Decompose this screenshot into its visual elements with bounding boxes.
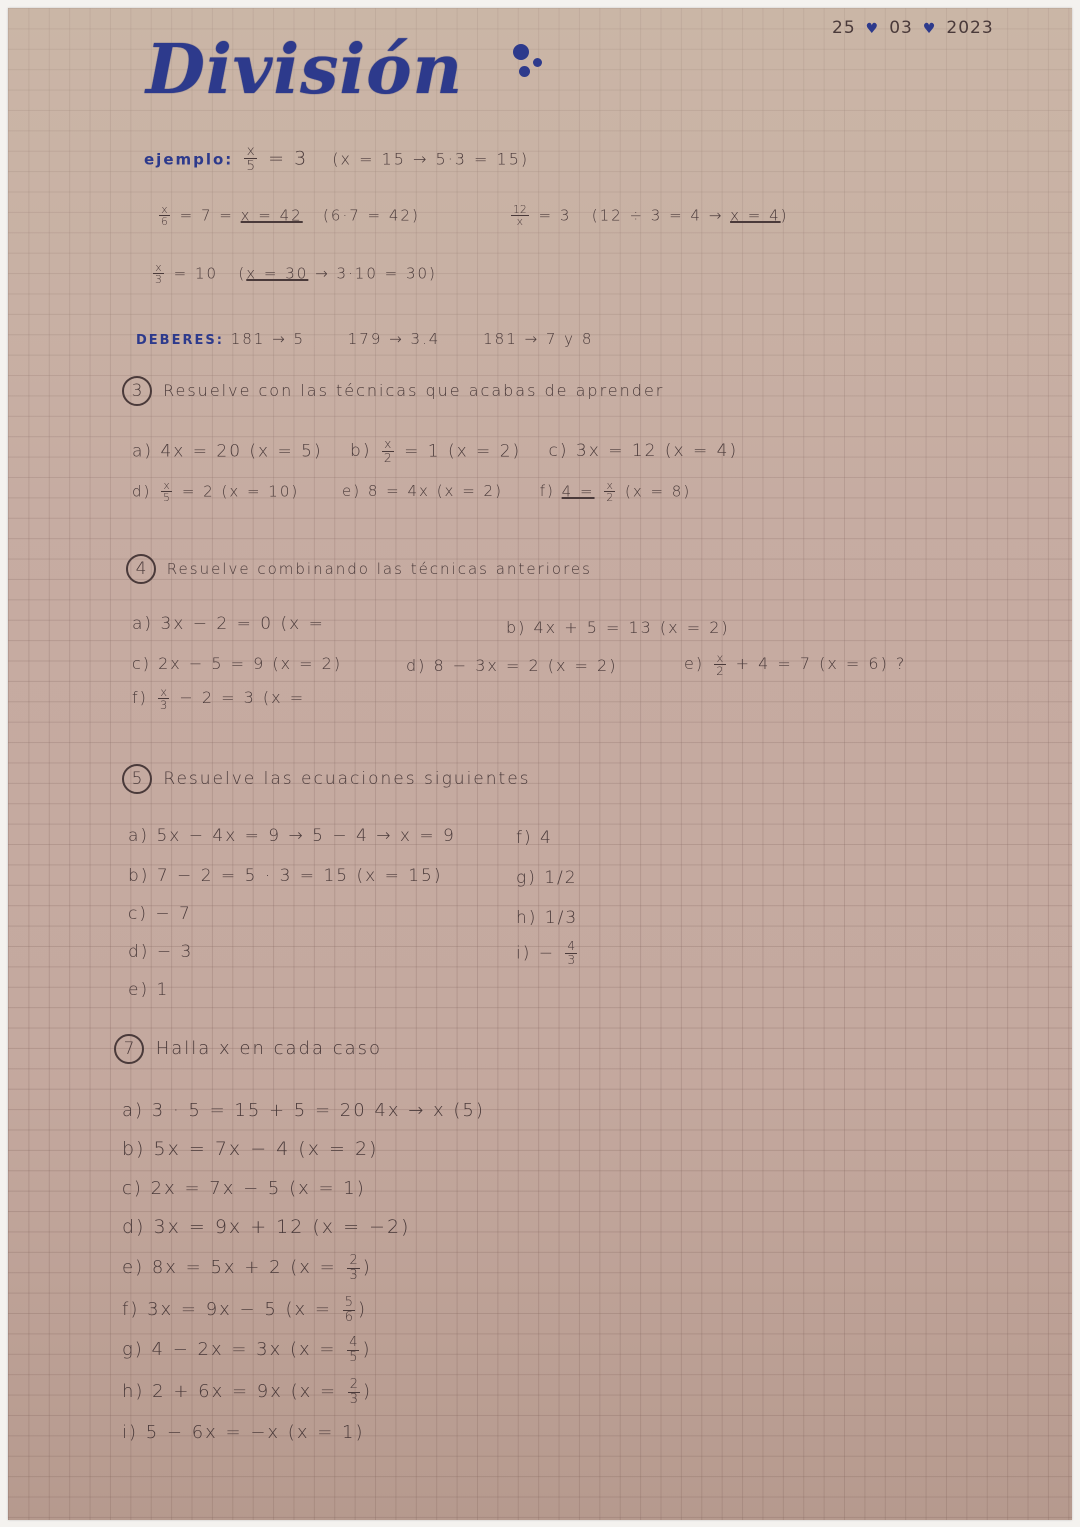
exercise-5-item-g: g) 1/2 [516,868,578,888]
fraction: $\frac{x}{5}$ [246,143,256,175]
exercise-4-item-c: c) 2x − 5 = 9 (x = 2) [132,654,343,673]
exercise-7-item-c: c) 2x = 7x − 5 (x = 1) [122,1178,366,1199]
exercise-4-item-b: b) 4x + 5 = 13 (x = 2) [506,618,730,637]
date-day: 25 [832,18,856,38]
example-2: $\frac{x}{6}$ = 7 = x = 42 (6·7 = 42) [161,203,420,229]
fraction: $\frac{x}{6}$ [161,203,168,229]
fraction: $\frac{12}{x}$ [513,203,527,229]
page-title: División [146,30,464,110]
exercise-7-item-h: h) 2 + 6x = 9x (x = $\frac{2}{3}$ ) [122,1377,373,1407]
exercise-5-item-a: a) 5x − 4x = 9 → 5 − 4 → x = 9 [128,826,456,846]
exercise-5-heading: 5 Resuelve las ecuaciones siguientes [122,764,531,794]
exercise-7-item-i: i) 5 − 6x = −x (x = 1) [122,1422,365,1443]
example-4: $\frac{x}{3}$ = 10 (x = 30 → 3·10 = 30) [155,261,437,287]
exercise-5-item-e: e) 1 [128,980,170,1000]
exercise-7-item-f: f) 3x = 9x − 5 (x = $\frac{5}{6}$ ) [122,1295,367,1325]
notebook-page [8,8,1072,1520]
exercise-number-badge: 5 [122,764,152,794]
exercise-number-badge: 4 [126,554,156,584]
exercise-7-item-b: b) 5x = 7x − 4 (x = 2) [122,1138,379,1160]
exercise-7-item-a: a) 3 · 5 = 15 + 5 = 20 4x → x (5) [122,1100,485,1121]
exercise-7-item-g: g) 4 − 2x = 3x (x = $\frac{4}{5}$ ) [122,1335,372,1365]
date-month: 03 [889,18,913,38]
exercise-5-item-b: b) 7 − 2 = 5 · 3 = 15 (x = 15) [128,866,443,886]
page-date [832,18,994,38]
exercise-4-item-f: f) $\frac{x}{3}$ − 2 = 3 (x = [132,685,306,713]
homework-line: DEBERES: 181 → 5 179 → 3.4 181 → 7 y 8 [136,330,594,348]
exercise-4-heading: 4 Resuelve combinando las técnicas anteriores [126,554,592,584]
exercise-3-row-1: a) 4x = 20 (x = 5) b) $\frac{x}{2}$ = 1 (x = 2) c) 3x = 12 (x = 4) [132,437,739,465]
heart-icon: ♥ [922,21,937,37]
exercise-5-item-d: d) − 3 [128,942,194,962]
example-1: ejemplo: $\frac{x}{5}$ = 3 (x = 15 → 5·3 = 15) [144,143,530,175]
date-year: 2023 [946,18,994,38]
exercise-4-item-e: e) $\frac{x}{2}$ + 4 = 7 (x = 6) ? [684,651,907,679]
exercise-5-item-f: f) 4 [516,828,553,848]
exercise-4-item-d: d) 8 − 3x = 2 (x = 2) [406,656,618,675]
exercise-3-row-2: d) $\frac{x}{5}$ = 2 (x = 10) e) 8 = 4x (x = 2) f) 4 = $\frac{x}{2}$ (x = 8) [132,479,692,505]
fraction: $\frac{x}{3}$ [155,261,162,287]
exercise-5-item-h: h) 1/3 [516,908,579,928]
heart-icon: ♥ [865,21,880,37]
exercise-3-heading: 3 Resuelve con las técnicas que acabas de aprender [122,376,664,406]
exercise-number-badge: 7 [114,1034,144,1064]
exercise-5-item-c: c) − 7 [128,904,192,924]
exercise-7-item-e: e) 8x = 5x + 2 (x = $\frac{2}{3}$ ) [122,1253,372,1283]
exercise-7-heading: 7 Halla x en cada caso [114,1034,382,1064]
example-3: $\frac{12}{x}$ = 3 (12 ÷ 3 = 4 → x = 4) [513,203,789,229]
exercise-5-item-i: i) − $\frac{4}{3}$ [516,939,576,967]
exercise-4-item-a: a) 3x − 2 = 0 (x = [132,614,325,634]
exercise-number-badge: 3 [122,376,152,406]
exercise-7-item-d: d) 3x = 9x + 12 (x = −2) [122,1216,411,1238]
